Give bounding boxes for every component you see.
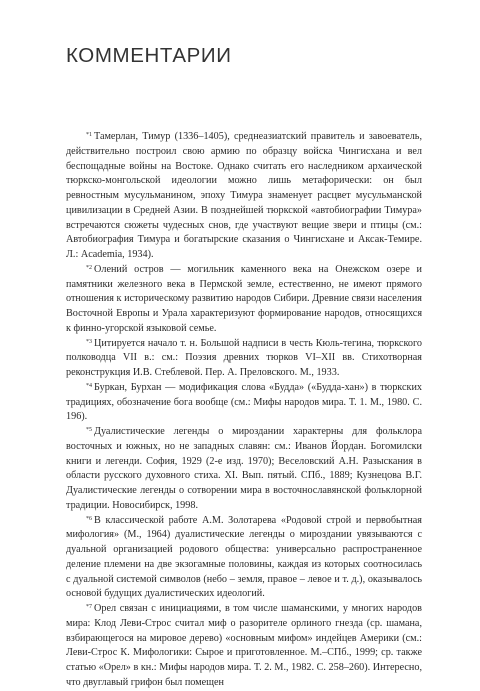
note-3 — [66, 337, 422, 381]
note-text: Орел связан с инициациями, в том числе шаманскими, у многих народов мира: Клод Леви-Строс считал миф о разорителе орлиного гнезда (ср. шамана, взбирающегося на мировое дерево) «основным мифом» индейцев Америки (см.: Леви-Строс К. Мифологики: Сырое и приготовленное. М.–СПб., 1999; ср. также статью «Орел» в кн.: Мифы народов мира. Т. 2. М., 1982. С. 258–260). Интересно, что двуглавый грифон был помещен — [66, 603, 422, 688]
note-1 — [66, 130, 422, 263]
note-2 — [66, 263, 422, 337]
note-4 — [66, 381, 422, 425]
note-marker: *4 — [86, 382, 92, 389]
note-marker: *1 — [86, 132, 92, 138]
note-text: Буркан, Бурхан — модификация слова «Будда» («Будда-хан») в тюркских традициях, обозначение бога вообще (см.: Мифы народов мира. Т. 1. М., 1980. С. 196). — [66, 381, 422, 423]
note-7 — [66, 602, 422, 691]
note-text: Тамерлан, Тимур (1336–1405), среднеазиатский правитель и завоеватель, действительно построил свою армию по образцу войска Чингисхана и вел беспощадные войны на Востоке. Однако считать его наследником архаической тюркско-монгольской идеологии можно лишь метафорически: он был ревностным мусульманином, эпоху Тимура знаменует расцвет мусульманской цивилизации в Средней Азии. В позднейшей тюркской «автобиографии Тимура» встречаются сюжеты чудесных снов, где участвуют вещие звери и птицы (см.: Автобиография Тимура и богатырские сказания о Чингисхане и Аксак-Темире. Л.: Academia, 1934). — [66, 131, 422, 260]
note-5 — [66, 425, 422, 514]
note-text: Цитируется начало т. н. Большой надписи в честь Кюль-тегина, тюркского полководца VII в.: см.: Поэзия древних тюрков VI–XII вв. Стихотворная реконструкция И.В. Стеблевой. Пер. А. Преловского. М., 1933. — [66, 337, 422, 378]
note-marker: *5 — [86, 427, 92, 433]
note-marker: *2 — [86, 264, 92, 271]
note-text: В классической работе А.М. Золотарева «Родовой строй и первобытная мифология» (М., 1964) дуалистические легенды о мироздании увязываются с дуальной организацией родового общества: универсально распространенное деление племени на две экзогамные половины, каждая из которых соотносилась с дуальной системой символов (небо – земля, правое – левое и т. д.), оказывалось основой будущих дуалистических идеологий. — [66, 514, 422, 600]
note-marker: *6 — [86, 515, 92, 522]
note-marker: *3 — [86, 338, 92, 345]
page-title: КОММЕНТАРИИ — [66, 44, 232, 67]
note-marker: *7 — [86, 604, 92, 610]
note-text: Олений остров — могильник каменного века на Онежском озере и памятники железного века в Пермской земле, естественно, не имеют прямого отношения к историческому развитию народов Сибири. Древние связи населения Восточной Европы и Урала характеризуют формирование народов, относящихся к финно-угорской языковой семье. — [66, 263, 422, 334]
note-6 — [66, 514, 422, 603]
note-text: Дуалистические легенды о мироздании характерны для фольклора восточных и южных, но не западных славян: см.: Иванов Йордан. Богомилски книги и легенди. София, 1929 (2-е изд. 1970); Веселовский А.Н. Разыскания в области русского духовного стиха. XI. Вып. пятый. СПб., 1889; Кузнецова В.Г. Дуалистические легенды о сотворении мира в восточнославянской фольклорной традиции. Новосибирск, 1998. — [66, 426, 422, 511]
commentary-notes — [66, 130, 422, 691]
